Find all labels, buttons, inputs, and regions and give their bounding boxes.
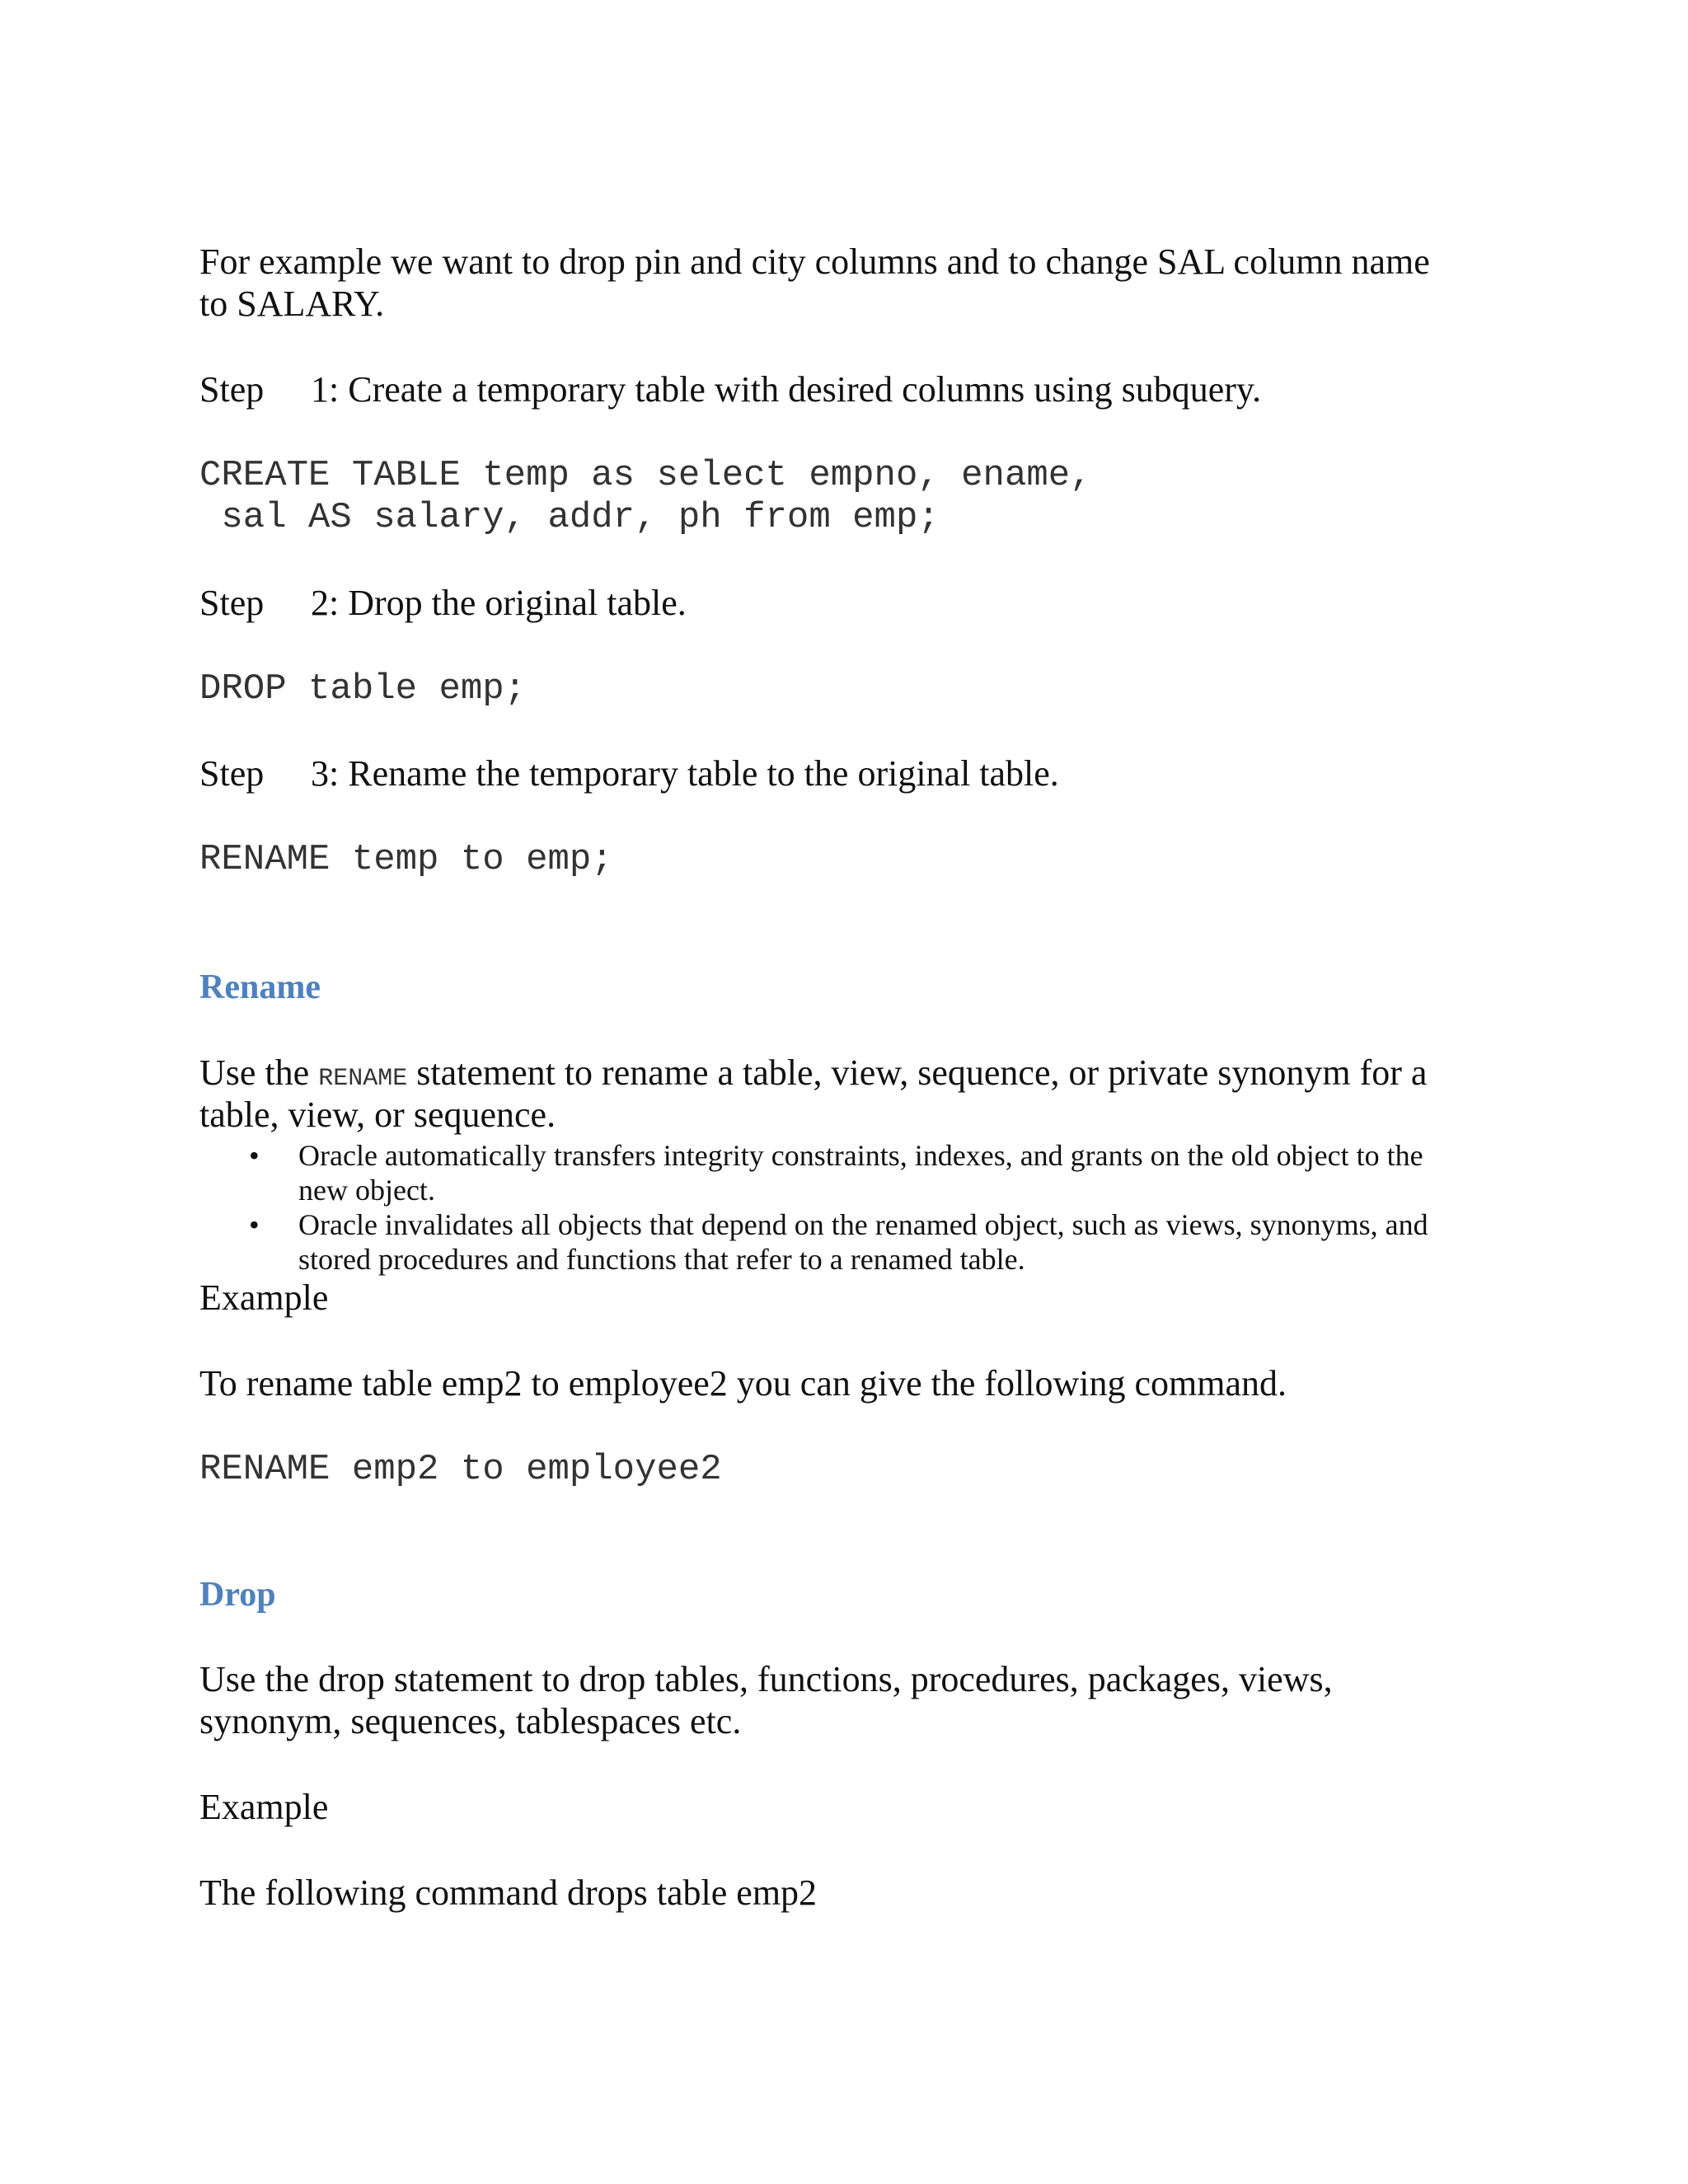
step-1-text: 1: Create a temporary table with desired columns using subquery. [311,369,1262,410]
rename-example-label: Example [199,1277,329,1318]
step-1-code-line-2: sal AS salary, addr, ph from emp; [199,497,940,538]
bullet-1-line-1: Oracle automatically transfers integrity constraints, indexes, and grants on the old object to the [298,1139,1423,1172]
step-3-word: Step [199,753,265,794]
rename-bullet-list [199,1138,1683,1277]
step-2-word: Step [199,583,265,623]
rename-para-before: Use the [199,1052,319,1093]
step-1 [199,368,1261,411]
bullet-icon: • [249,1139,260,1172]
drop-paragraph-line-1: Use the drop statement to drop tables, functions, procedures, packages, views, [199,1659,1333,1699]
bullet-1-line-2: new object. [298,1174,435,1207]
bullet-2-line-2: stored procedures and functions that refer to a renamed table. [298,1243,1025,1276]
rename-heading: Rename [199,968,321,1006]
step-3-text: 3: Rename the temporary table to the original table. [311,753,1059,794]
step-1-code-line-1: CREATE TABLE temp as select empno, ename, [199,455,1092,496]
step-2 [199,582,687,625]
list-item [199,1138,1683,1207]
step-3 [199,752,1059,795]
rename-paragraph-line-2: table, view, or sequence. [199,1094,556,1135]
rename-para-after: statement to rename a table, view, sequence, or private synonym for a [407,1052,1428,1093]
bullet-icon: • [249,1208,260,1241]
list-item [199,1207,1683,1277]
bullet-2-line-1: Oracle invalidates all objects that depend on the renamed object, such as views, synonyms, and [298,1208,1428,1241]
step-2-code-line-1: DROP table emp; [199,668,527,710]
rename-example-code: RENAME emp2 to employee2 [199,1449,722,1490]
step-1-word: Step [199,369,265,410]
drop-heading: Drop [199,1576,276,1614]
intro-line-1: For example we want to drop pin and city columns and to change SAL column name [199,241,1430,282]
step-3-code-line-1: RENAME temp to emp; [199,839,613,880]
intro-line-2: to SALARY. [199,284,385,324]
rename-example-text: To rename table emp2 to employee2 you can give the following command. [199,1363,1287,1404]
step-2-text: 2: Drop the original table. [311,583,687,623]
drop-paragraph-line-2: synonym, sequences, tablespaces etc. [199,1701,742,1741]
drop-example-text: The following command drops table emp2 [199,1872,818,1913]
drop-example-label: Example [199,1787,329,1827]
rename-inline-code: RENAME [318,1065,408,1093]
